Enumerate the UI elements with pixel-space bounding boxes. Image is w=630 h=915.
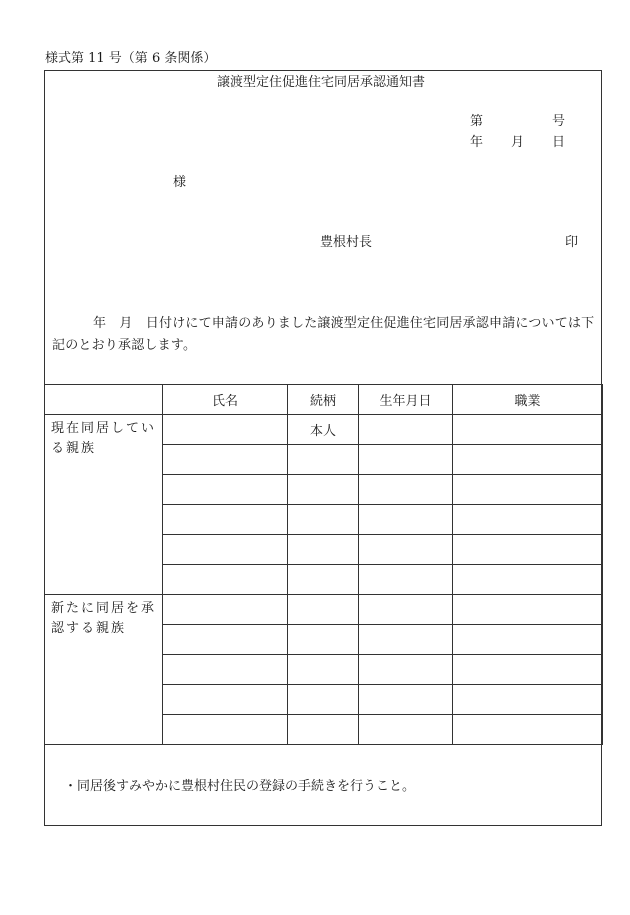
relationship-cell[interactable] [288,565,359,595]
relationship-cell[interactable] [288,505,359,535]
name-cell[interactable] [163,445,288,475]
relationship-cell[interactable] [288,655,359,685]
relationship-cell[interactable] [288,475,359,505]
relationship-cell[interactable] [288,595,359,625]
birthdate-cell[interactable] [359,535,453,565]
new-household-label: 新たに同居を承認する親族 [45,595,163,745]
occupation-cell[interactable] [453,685,603,715]
procedure-note: ・同居後すみやかに豊根村住民の登録の手続きを行うこと。 [64,779,416,794]
birthdate-cell[interactable] [359,595,453,625]
name-cell[interactable] [163,475,288,505]
birthdate-cell[interactable] [359,445,453,475]
birthdate-cell[interactable] [359,625,453,655]
birthdate-cell[interactable] [359,715,453,745]
name-cell[interactable] [163,535,288,565]
occupation-cell[interactable] [453,475,603,505]
name-cell[interactable] [163,685,288,715]
form-number-label: 様式第 11 号（第 6 条関係） [45,51,217,66]
table-header-row [45,385,603,415]
recipient-honorific: 様 [173,175,187,190]
date-month-label: 月 [511,135,525,150]
occupation-cell[interactable] [453,445,603,475]
table-row [45,415,603,445]
date-year-label: 年 [470,135,484,150]
name-cell[interactable] [163,415,288,445]
header-birthdate: 生年月日 [359,385,453,415]
table-row [45,595,603,625]
header-relationship: 続柄 [288,385,359,415]
current-household-label: 現在同居している親族 [45,415,163,595]
name-cell[interactable] [163,655,288,685]
birthdate-cell[interactable] [359,565,453,595]
occupation-cell[interactable] [453,595,603,625]
relationship-cell[interactable] [288,715,359,745]
name-cell[interactable] [163,715,288,745]
occupation-cell[interactable] [453,565,603,595]
relationship-cell[interactable] [288,685,359,715]
issuer-title: 豊根村長 [320,235,373,250]
name-cell[interactable] [163,625,288,655]
birthdate-cell[interactable] [359,505,453,535]
occupation-cell[interactable] [453,415,603,445]
document-number-suffix: 号 [552,114,566,129]
header-blank [45,385,163,415]
name-cell[interactable] [163,505,288,535]
date-day-label: 日 [552,135,566,150]
notice-form-frame [44,70,602,826]
occupation-cell[interactable] [453,505,603,535]
relationship-cell[interactable] [288,535,359,565]
header-name: 氏名 [163,385,288,415]
relationship-cell[interactable] [288,445,359,475]
relationship-cell[interactable] [288,625,359,655]
family-table [44,384,603,745]
occupation-cell[interactable] [453,715,603,745]
header-occupation: 職業 [453,385,603,415]
occupation-cell[interactable] [453,625,603,655]
birthdate-cell[interactable] [359,685,453,715]
birthdate-cell[interactable] [359,475,453,505]
approval-statement: 年 月 日付けにて申請のありました譲渡型定住促進住宅同居承認申請については下記のとおり承認します。 [52,316,595,353]
birthdate-cell[interactable] [359,415,453,445]
occupation-cell[interactable] [453,655,603,685]
birthdate-cell[interactable] [359,655,453,685]
relationship-cell: 本人 [288,415,359,445]
name-cell[interactable] [163,595,288,625]
document-title: 譲渡型定住促進住宅同居承認通知書 [217,75,426,90]
seal-mark: 印 [565,235,579,250]
name-cell[interactable] [163,565,288,595]
document-number-prefix: 第 [470,114,484,129]
occupation-cell[interactable] [453,535,603,565]
